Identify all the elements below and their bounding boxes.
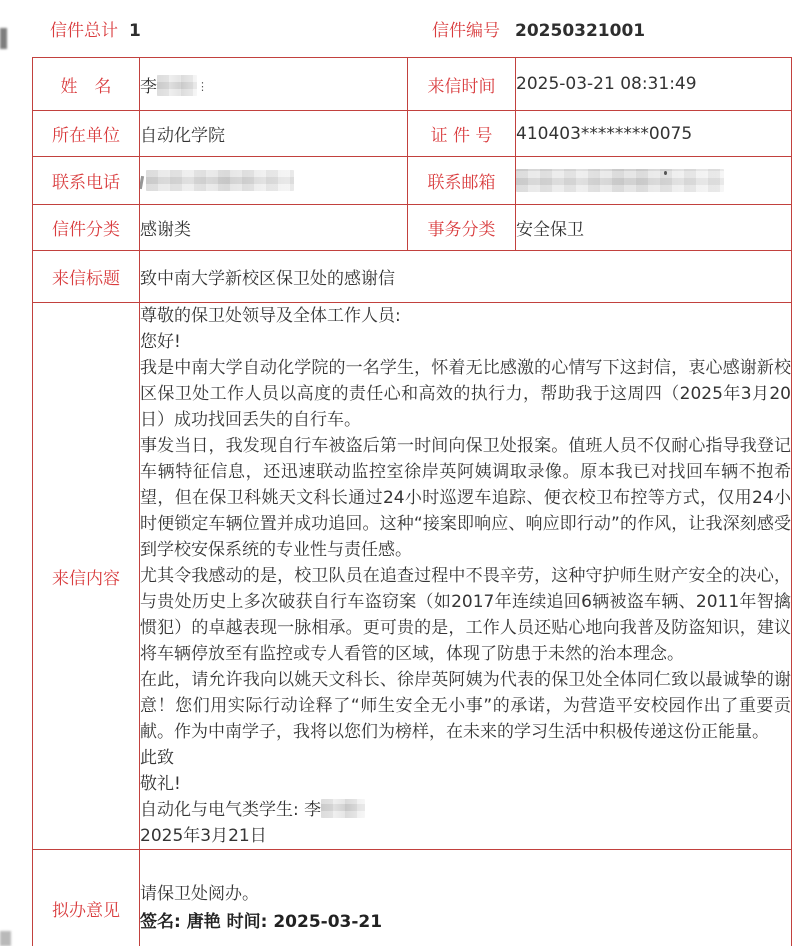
table-row (33, 58, 792, 111)
letter-date: 2025年3月21日 (140, 826, 267, 846)
letter-paragraph: 此致 (140, 748, 174, 768)
redacted-email-box (516, 169, 724, 192)
table-row (33, 251, 792, 303)
name-surname: 李 (140, 76, 157, 97)
table-row (33, 850, 792, 946)
redacted-name-box (157, 75, 197, 96)
letter-paragraph: 尊敬的保卫处领导及全体工作人员: (140, 306, 401, 326)
letter-body (140, 303, 791, 849)
email-value (516, 157, 792, 205)
redaction-email-remnant (664, 171, 667, 175)
redaction-stub-marks: ⋮ (197, 79, 209, 93)
letters-total-value: 1 (129, 21, 141, 41)
letter-time-label: 来信时间 (408, 58, 516, 111)
letter-category-label: 信件分类 (33, 205, 140, 251)
redacted-signature-box (321, 799, 365, 818)
redaction-phone-remnant (140, 175, 145, 188)
name-value (140, 58, 408, 111)
table-row (33, 157, 792, 205)
signature-prefix: 自动化与电气类学生: 李 (140, 800, 322, 820)
phone-label: 联系电话 (33, 157, 140, 205)
letter-paragraph: 我是中南大学自动化学院的一名学生，怀着无比感激的心情写下这封信，衷心感谢新校区保卫处工作人员以高度的责任心和高效的执行力，帮助我于这周四（2025年3月20日）成功找回丢失的自行车。 (140, 358, 791, 430)
letters-total-label: 信件总计 (50, 21, 118, 41)
table-row (33, 111, 792, 157)
handling-opinion-cell (140, 850, 792, 946)
signature-line (140, 797, 791, 823)
letter-title-label: 来信标题 (33, 251, 140, 303)
letter-paragraph: 尤其令我感动的是，校卫队员在追查过程中不畏辛劳，这种守护师生财产安全的决心，与贵处历史上多次破获自行车盗窃案（如2017年连续追回6辆被盗车辆、2011年智擒惯犯）的卓越表现一脉相承。更可贵的是，工作人员还贴心地向我普及防盗知识，建议将车辆停放至有监控或专人看管的区域，体现了防患于未然的治本理念。 (140, 566, 791, 664)
letter-content-label: 来信内容 (33, 303, 140, 850)
affair-category-label: 事务分类 (408, 205, 516, 251)
id-number-label: 证 件 号 (408, 111, 516, 157)
letter-time-value: 2025-03-21 08:31:49 (516, 58, 792, 111)
phone-value (140, 157, 408, 205)
opinion-text: 请保卫处阅办。 (140, 884, 259, 904)
letter-paragraph: 事发当日，我发现自行车被盗后第一时间向保卫处报案。值班人员不仅耐心指导我登记车辆特征信息，还迅速联动监控室徐岸英阿姨调取录像。原本我已对找回车辆不抱希望，但在保卫科姚天文科长通过24小时巡逻车追踪、便衣校卫布控等方式，仅用24小时便锁定车辆位置并成功追回。这种“接案即响应、响应即行动”的作风，让我深刻感受到学校安保系统的专业性与责任感。 (140, 436, 791, 560)
name-label: 姓 名 (33, 58, 140, 111)
redacted-phone-box (146, 170, 294, 191)
letter-number-label: 信件编号 (432, 21, 500, 41)
email-label: 联系邮箱 (408, 157, 516, 205)
letter-title-value: 致中南大学新校区保卫处的感谢信 (140, 251, 792, 303)
table-row (33, 205, 792, 251)
letter-category-value: 感谢类 (140, 205, 408, 251)
letter-paragraph: 在此，请允许我向以姚天文科长、徐岸英阿姨为代表的保卫处全体同仁致以最诚挚的谢意！您们用实际行动诠释了“师生安全无小事”的承诺，为营造平安校园作出了重要贡献。作为中南学子，我将以您们为榜样，在未来的学习生活中积极传递这份正能量。 (140, 670, 791, 742)
handling-opinion-label: 拟办意见 (33, 850, 140, 946)
letter-paragraph: 您好! (140, 332, 181, 352)
affair-category-value: 安全保卫 (516, 205, 792, 251)
unit-value: 自动化学院 (140, 111, 408, 157)
photo-edge-artifact-top (0, 28, 7, 49)
letter-number-value: 20250321001 (515, 21, 646, 41)
table-row (33, 303, 792, 850)
letter-paragraph: 敬礼! (140, 774, 181, 794)
opinion-signature: 签名: 唐艳 时间: 2025-03-21 (140, 912, 383, 932)
id-number-value: 410403********0075 (516, 111, 792, 157)
letter-form-table (32, 57, 792, 946)
unit-label: 所在单位 (33, 111, 140, 157)
letter-content-cell (140, 303, 792, 850)
photo-edge-artifact-bottom (0, 931, 11, 946)
